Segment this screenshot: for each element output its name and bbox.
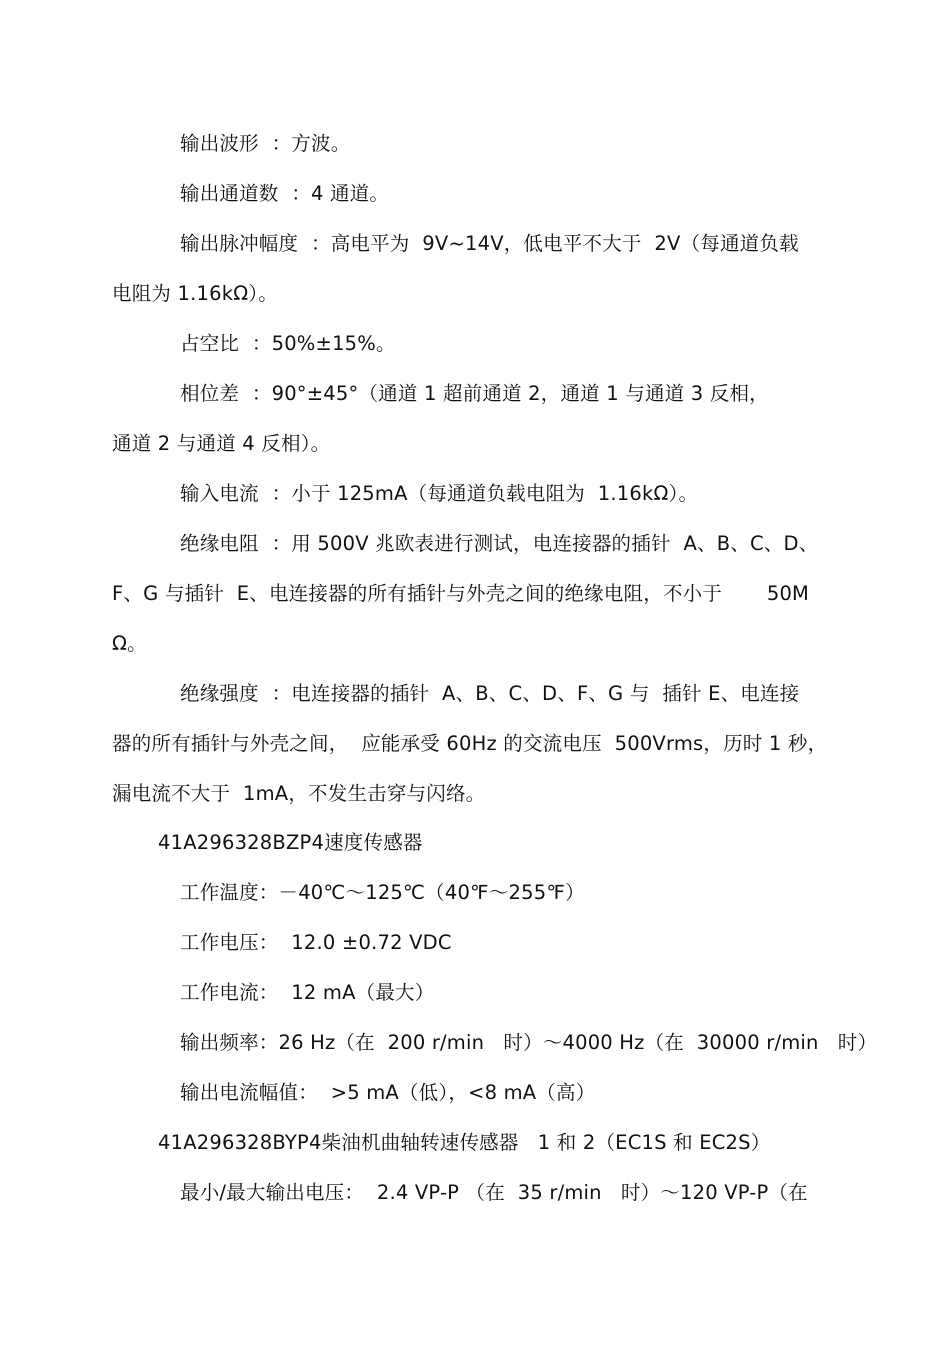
- section-heading: 41A296328BYP4柴油机曲轴转速传感器 1 和 2（EC1S 和 EC2S）: [158, 1131, 771, 1154]
- paragraph-line: 通道 2 与通道 4 反相）。: [112, 432, 331, 455]
- paragraph-line: 输出波形 ：方波。: [180, 132, 351, 155]
- spec-line: 工作电流： 12 mA（最大）: [180, 981, 435, 1004]
- paragraph-line: 占空比 ：50%±15%。: [180, 332, 396, 355]
- spec-line: 最小/最大输出电压： 2.4 VP-P （在 35 r/min 时）～120 VP-P（在: [180, 1181, 808, 1204]
- spec-line: 工作电压： 12.0 ±0.72 VDC: [180, 931, 452, 954]
- paragraph-line: 绝缘电阻 ：用 500V 兆欧表进行测试，电连接器的插针 A、B、C、D、: [180, 532, 819, 555]
- paragraph-line: F、G 与插针 E、电连接器的所有插针与外壳之间的绝缘电阻，不小于 50M: [112, 582, 810, 605]
- paragraph-line: Ω。: [112, 632, 147, 655]
- spec-line: 工作温度：－40℃～125℃（40℉～255℉）: [180, 881, 585, 904]
- paragraph-line: 电阻为 1.16kΩ）。: [112, 282, 278, 305]
- paragraph-line: 器的所有插针与外壳之间， 应能承受 60Hz 的交流电压 500Vrms，历时 1 秒，: [112, 732, 828, 755]
- paragraph-line: 输入电流 ：小于 125mA（每通道负载电阻为 1.16kΩ）。: [180, 482, 699, 505]
- spec-line: 输出电流幅值： >5 mA（低），<8 mA（高）: [180, 1081, 596, 1104]
- section-heading: 41A296328BZP4速度传感器: [158, 831, 423, 854]
- paragraph-line: 相位差 ：90°±45°（通道 1 超前通道 2，通道 1 与通道 3 反相，: [180, 382, 769, 405]
- spec-line: 输出频率：26 Hz（在 200 r/min 时）～4000 Hz（在 30000 r/min 时）: [180, 1031, 878, 1054]
- paragraph-line: 绝缘强度 ：电连接器的插针 A、B、C、D、F、G 与 插针 E、电连接: [180, 682, 800, 705]
- paragraph-line: 输出通道数 ：4 通道。: [180, 182, 390, 205]
- paragraph-line: 漏电流不大于 1mA，不发生击穿与闪络。: [112, 782, 486, 805]
- paragraph-line: 输出脉冲幅度 ：高电平为 9V~14V，低电平不大于 2V（每通道负载: [180, 232, 799, 255]
